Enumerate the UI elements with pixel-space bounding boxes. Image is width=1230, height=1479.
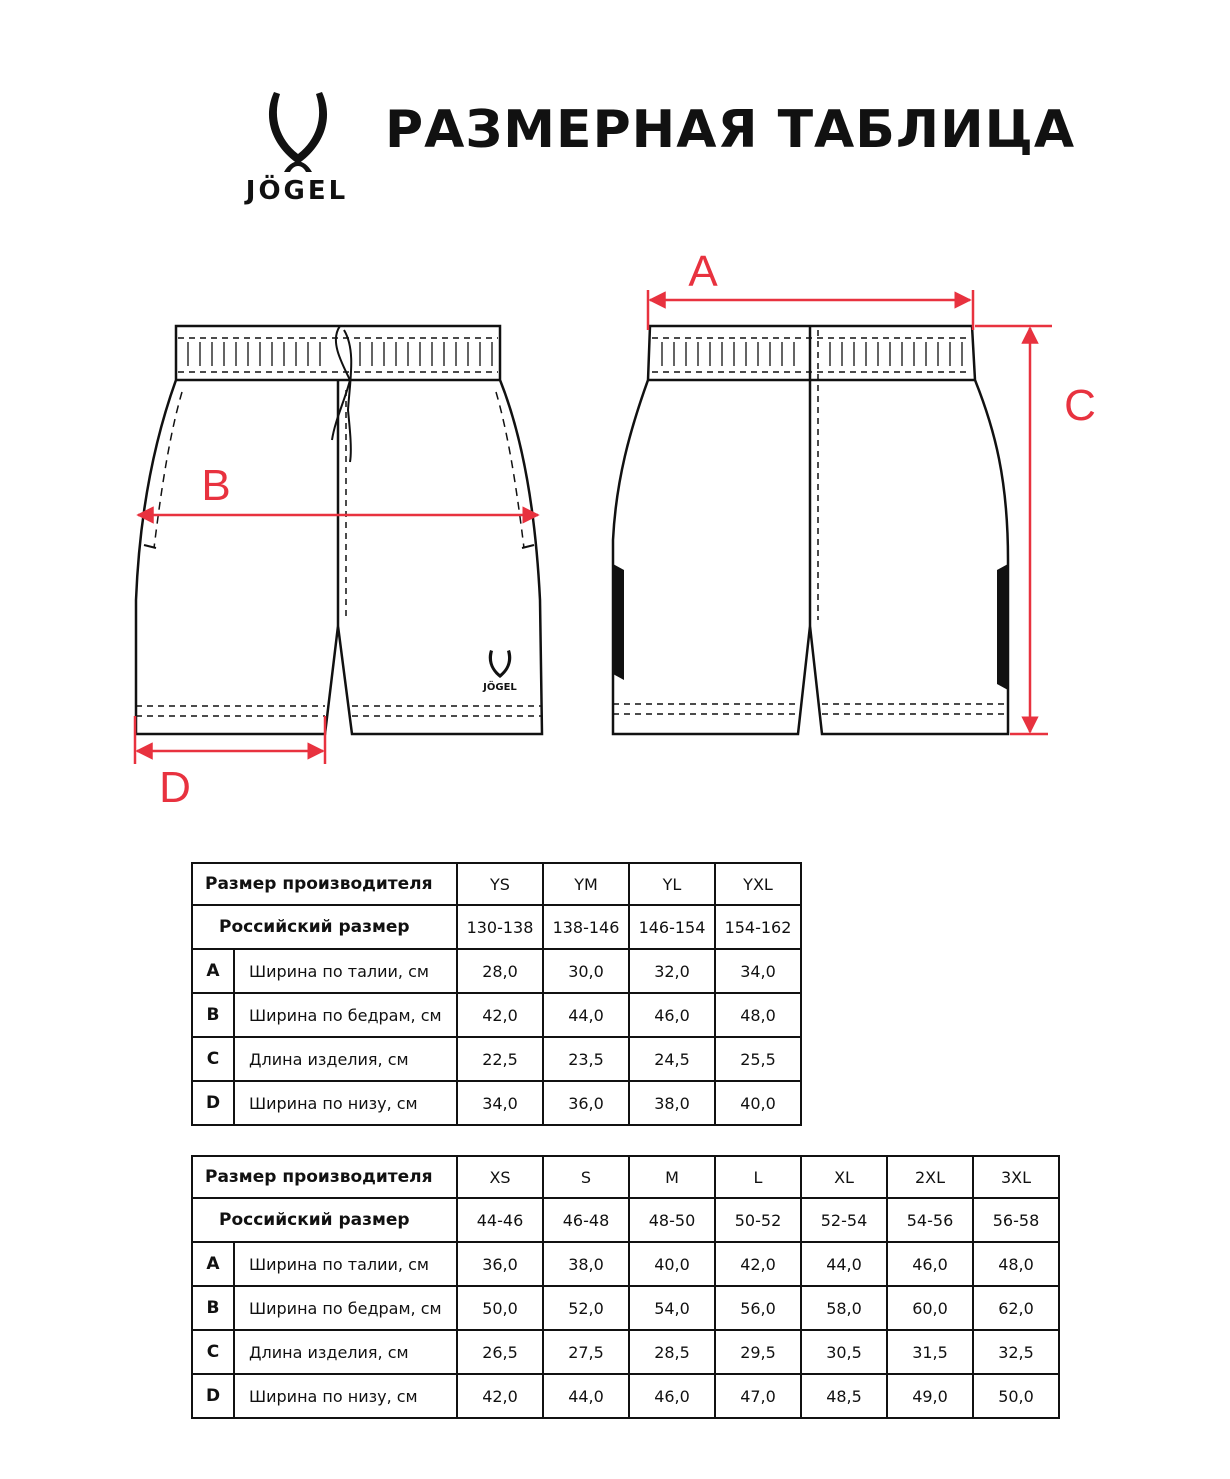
table-row [192, 993, 801, 1037]
size-cell: XL [801, 1156, 887, 1198]
value-cell: 44,0 [543, 993, 629, 1037]
size-cell: L [715, 1156, 801, 1198]
value-cell: 38,0 [629, 1081, 715, 1125]
value-cell: 48,0 [715, 993, 801, 1037]
size-cell: YS [457, 863, 543, 905]
value-cell: 46,0 [629, 993, 715, 1037]
table-row [192, 1037, 801, 1081]
russian-size-cell: 138-146 [543, 905, 629, 949]
value-cell: 44,0 [543, 1374, 629, 1418]
measure-letter: B [192, 1286, 234, 1330]
size-cell: 3XL [973, 1156, 1059, 1198]
russian-size-cell: 54-56 [887, 1198, 973, 1242]
side-panel-right [997, 564, 1008, 690]
russian-size-label: Российский размер [192, 905, 457, 949]
measure-letter: D [192, 1081, 234, 1125]
value-cell: 23,5 [543, 1037, 629, 1081]
russian-size-cell: 52-54 [801, 1198, 887, 1242]
measure-a-label: A [688, 247, 718, 296]
back-shorts-outline [613, 326, 1008, 734]
value-cell: 42,0 [715, 1242, 801, 1286]
size-cell: S [543, 1156, 629, 1198]
value-cell: 26,5 [457, 1330, 543, 1374]
measure-a [648, 290, 973, 330]
size-cell: YL [629, 863, 715, 905]
brand-name: JÖGEL [245, 176, 349, 206]
value-cell: 24,5 [629, 1037, 715, 1081]
russian-size-row [192, 1198, 1059, 1242]
maker-size-label: Размер производителя [192, 863, 457, 905]
value-cell: 28,5 [629, 1330, 715, 1374]
value-cell: 27,5 [543, 1330, 629, 1374]
size-cell: YM [543, 863, 629, 905]
value-cell: 56,0 [715, 1286, 801, 1330]
shorts-small-logo-text: JÖGEL [483, 682, 517, 693]
russian-size-label: Российский размер [192, 1198, 457, 1242]
measure-d-label: D [159, 763, 191, 812]
value-cell: 47,0 [715, 1374, 801, 1418]
value-cell: 50,0 [973, 1374, 1059, 1418]
measure-letter: B [192, 993, 234, 1037]
value-cell: 40,0 [629, 1242, 715, 1286]
measure-name: Длина изделия, см [234, 1330, 457, 1374]
value-cell: 49,0 [887, 1374, 973, 1418]
value-cell: 25,5 [715, 1037, 801, 1081]
size-cell: XS [457, 1156, 543, 1198]
table-row [192, 1081, 801, 1125]
measure-letter: A [192, 1242, 234, 1286]
value-cell: 34,0 [715, 949, 801, 993]
maker-size-label: Размер производителя [192, 1156, 457, 1198]
maker-size-row [192, 1156, 1059, 1198]
value-cell: 34,0 [457, 1081, 543, 1125]
size-cell: 2XL [887, 1156, 973, 1198]
value-cell: 60,0 [887, 1286, 973, 1330]
russian-size-cell: 56-58 [973, 1198, 1059, 1242]
size-cell: YXL [715, 863, 801, 905]
shorts-diagram [0, 230, 1230, 830]
value-cell: 22,5 [457, 1037, 543, 1081]
value-cell: 54,0 [629, 1286, 715, 1330]
size-table-kids [191, 862, 802, 1126]
table-row [192, 1330, 1059, 1374]
value-cell: 48,5 [801, 1374, 887, 1418]
measure-name: Ширина по талии, см [234, 1242, 457, 1286]
value-cell: 28,0 [457, 949, 543, 993]
brand-logo-icon [232, 88, 362, 174]
russian-size-cell: 46-48 [543, 1198, 629, 1242]
table-row [192, 1242, 1059, 1286]
brand-logo [232, 88, 362, 208]
value-cell: 36,0 [457, 1242, 543, 1286]
value-cell: 31,5 [887, 1330, 973, 1374]
value-cell: 50,0 [457, 1286, 543, 1330]
russian-size-cell: 44-46 [457, 1198, 543, 1242]
measure-letter: A [192, 949, 234, 993]
measure-name: Ширина по бедрам, см [234, 993, 457, 1037]
value-cell: 38,0 [543, 1242, 629, 1286]
value-cell: 46,0 [629, 1374, 715, 1418]
measure-name: Ширина по бедрам, см [234, 1286, 457, 1330]
table-row [192, 1286, 1059, 1330]
value-cell: 52,0 [543, 1286, 629, 1330]
value-cell: 44,0 [801, 1242, 887, 1286]
value-cell: 40,0 [715, 1081, 801, 1125]
table-row [192, 949, 801, 993]
side-panel-left [613, 564, 624, 680]
russian-size-cell: 48-50 [629, 1198, 715, 1242]
russian-size-cell: 146-154 [629, 905, 715, 949]
russian-size-cell: 130-138 [457, 905, 543, 949]
measure-name: Ширина по талии, см [234, 949, 457, 993]
russian-size-row [192, 905, 801, 949]
size-cell: M [629, 1156, 715, 1198]
value-cell: 32,5 [973, 1330, 1059, 1374]
value-cell: 30,5 [801, 1330, 887, 1374]
russian-size-cell: 154-162 [715, 905, 801, 949]
measure-name: Ширина по низу, см [234, 1081, 457, 1125]
value-cell: 42,0 [457, 993, 543, 1037]
value-cell: 48,0 [973, 1242, 1059, 1286]
measure-letter: C [192, 1037, 234, 1081]
value-cell: 46,0 [887, 1242, 973, 1286]
maker-size-row [192, 863, 801, 905]
size-table-adult [191, 1155, 1060, 1419]
value-cell: 36,0 [543, 1081, 629, 1125]
measure-name: Длина изделия, см [234, 1037, 457, 1081]
front-shorts-outline [136, 326, 542, 734]
measure-b-label: B [201, 461, 231, 510]
measure-name: Ширина по низу, см [234, 1374, 457, 1418]
value-cell: 42,0 [457, 1374, 543, 1418]
value-cell: 30,0 [543, 949, 629, 993]
table-row [192, 1374, 1059, 1418]
value-cell: 32,0 [629, 949, 715, 993]
measure-c-label: C [1064, 381, 1096, 430]
value-cell: 58,0 [801, 1286, 887, 1330]
measure-letter: C [192, 1330, 234, 1374]
russian-size-cell: 50-52 [715, 1198, 801, 1242]
measure-letter: D [192, 1374, 234, 1418]
value-cell: 29,5 [715, 1330, 801, 1374]
value-cell: 62,0 [973, 1286, 1059, 1330]
page-title: РАЗМЕРНАЯ ТАБЛИЦА [385, 100, 1076, 160]
